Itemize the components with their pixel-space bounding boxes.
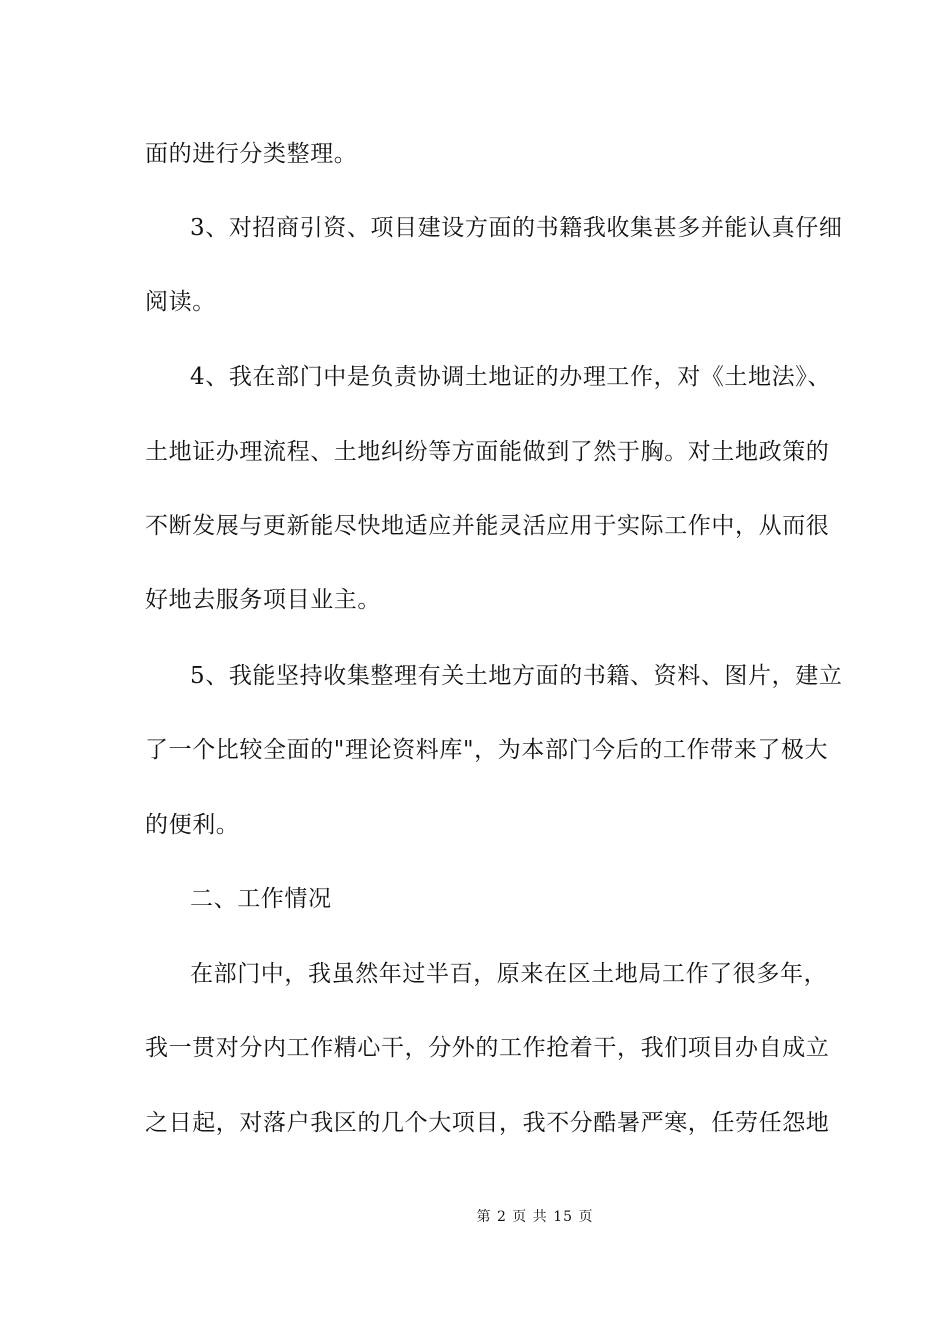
text-line-14: 之日起，对落户我区的几个大项目，我不分酷暑严寒，任劳任怨地	[145, 1110, 830, 1136]
text-line-5: 土地证办理流程、土地纠纷等方面能做到了然于胸。对土地政策的	[145, 439, 830, 465]
text-line-12: 在部门中，我虽然年过半百，原来在区土地局工作了很多年，	[190, 961, 828, 987]
text-line-4: 4、我在部门中是负责协调土地证的办理工作，对《土地法》、	[190, 364, 831, 390]
text-line-10: 的便利。	[145, 812, 240, 838]
page-footer	[0, 1208, 950, 1226]
text-line-2: 3、对招商引资、项目建设方面的书籍我收集甚多并能认真仔细	[190, 215, 843, 241]
text-line-7: 好地去服务项目业主。	[145, 587, 381, 613]
text-line-6: 不断发展与更新能尽快地适应并能灵活应用于实际工作中，从而很	[145, 513, 830, 539]
page-number: 第 2 页 共 15 页	[476, 1209, 594, 1225]
text-line-3: 阅读。	[145, 289, 216, 315]
text-line-1: 面的进行分类整理。	[145, 141, 358, 167]
text-line-9: 了一个比较全面的"理论资料库"，为本部门今后的工作带来了极大	[145, 737, 829, 763]
section-heading: 二、工作情况	[190, 886, 332, 912]
text-line-13: 我一贯对分内工作精心干，分外的工作抢着干，我们项目办自成立	[145, 1035, 830, 1061]
text-line-8: 5、我能坚持收集整理有关土地方面的书籍、资料、图片，建立	[190, 663, 843, 689]
